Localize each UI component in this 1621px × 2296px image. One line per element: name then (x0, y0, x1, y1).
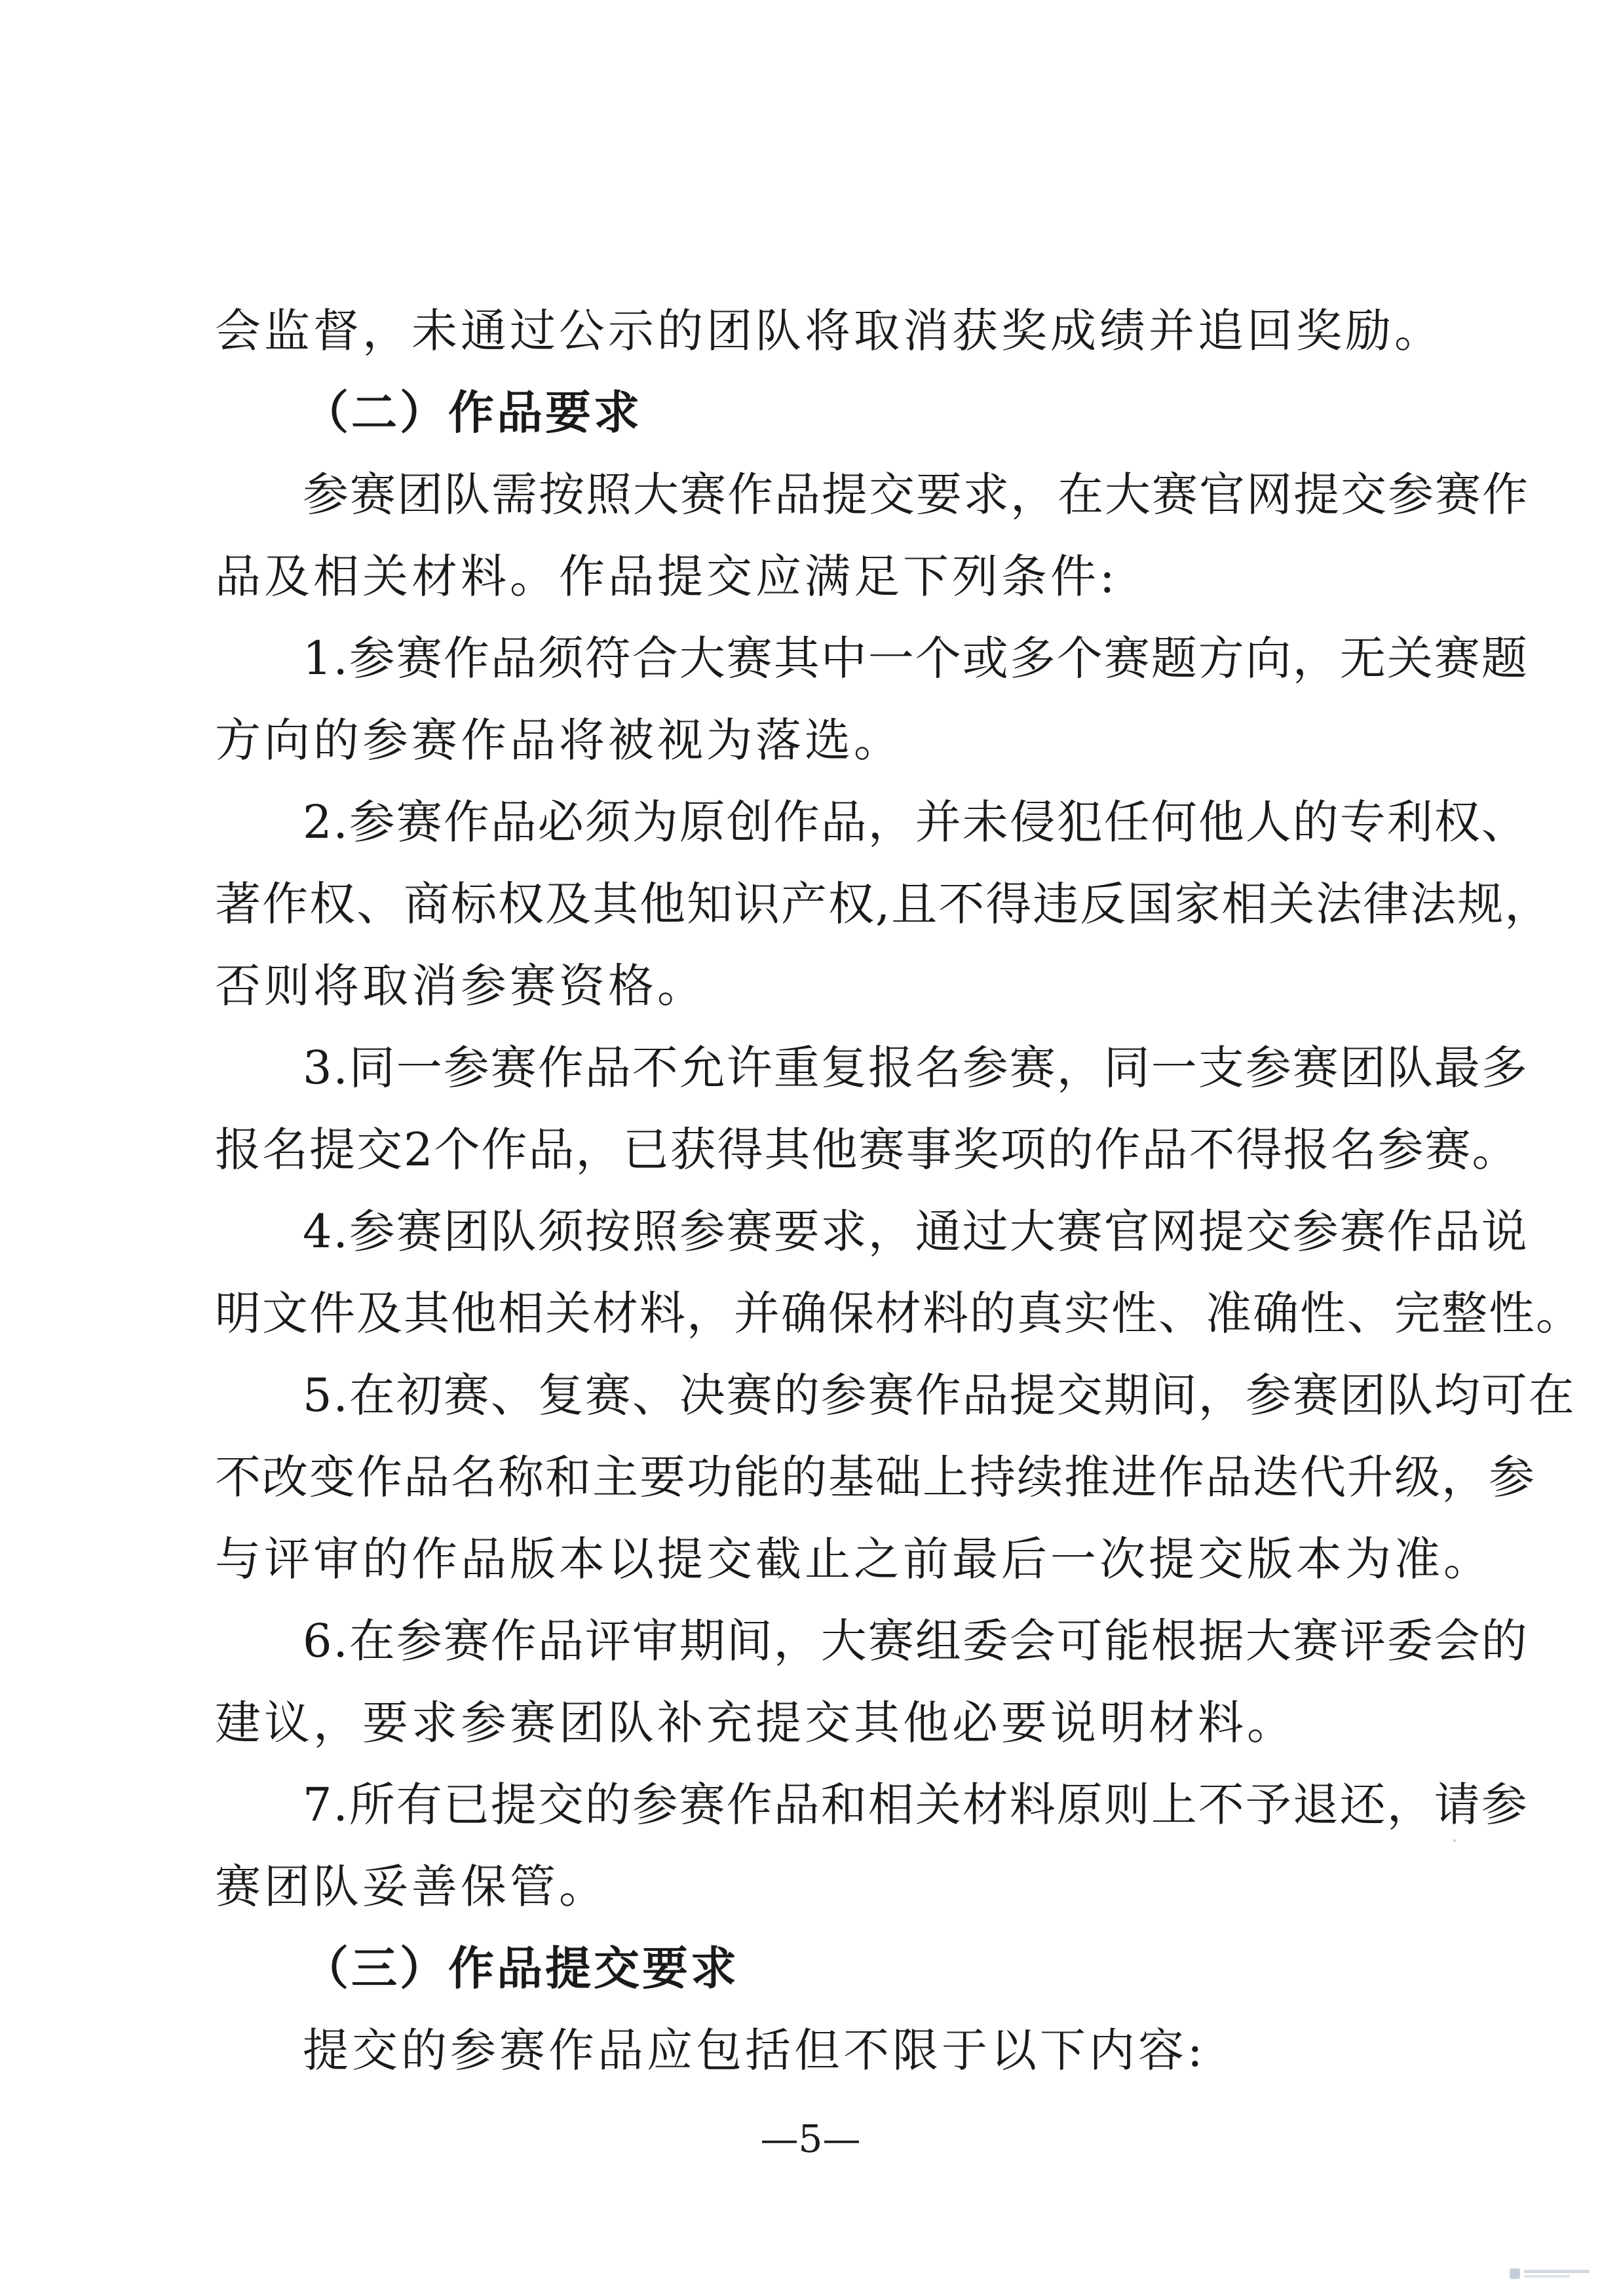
text-line-8: 著作权、商标权及其他知识产权,且不得违反国家相关法律法规， (215, 877, 1552, 931)
text-line-20: 赛团队妥善保管。 (215, 1860, 608, 1913)
text-line-1: 会监督，未通过公示的团队将取消获奖成绩并追回奖励。 (215, 304, 1443, 358)
text-line-18: 建议，要求参赛团队补充提交其他必要说明材料。 (215, 1696, 1296, 1750)
scan-speck (1453, 1839, 1456, 1842)
text-line-22: 提交的参赛作品应包括但不限于以下内容: (303, 2023, 1206, 2077)
text-line-9: 否则将取消参赛资格。 (215, 959, 706, 1013)
page-number: —5— (760, 2117, 861, 2161)
text-line-17: 6.在参赛作品评审期间，大赛组委会可能根据大赛评委会的 (303, 1614, 1529, 1668)
text-line-7: 2.参赛作品必须为原创作品，并未侵犯任何他人的专利权、 (303, 795, 1529, 849)
text-line-5: 1.参赛作品须符合大赛其中一个或多个赛题方向，无关赛题 (303, 631, 1529, 685)
text-line-3: 参赛团队需按照大赛作品提交要求，在大赛官网提交参赛作 (303, 468, 1529, 521)
text-line-14: 5.在初赛、复赛、决赛的参赛作品提交期间，参赛团队均可在 (303, 1368, 1576, 1422)
text-line-11: 报名提交2个作品，已获得其他赛事奖项的作品不得报名参赛。 (215, 1123, 1519, 1176)
text-line-6: 方向的参赛作品将被视为落选。 (215, 713, 903, 767)
watermark-icon (1510, 2266, 1595, 2282)
text-line-15: 不改变作品名称和主要功能的基础上持续推进作品迭代升级，参 (215, 1450, 1536, 1504)
text-line-12: 4.参赛团队须按照参赛要求，通过大赛官网提交参赛作品说 (303, 1205, 1529, 1258)
section-heading-2: （二）作品要求 (303, 386, 642, 440)
section-heading-21: （三）作品提交要求 (303, 1942, 739, 1995)
text-line-4: 品及相关材料。作品提交应满足下列条件: (215, 550, 1118, 603)
text-line-13: 明文件及其他相关材料，并确保材料的真实性、准确性、完整性。 (215, 1287, 1583, 1340)
text-line-19: 7.所有已提交的参赛作品和相关材料原则上不予退还，请参 (303, 1778, 1529, 1832)
text-line-10: 3.同一参赛作品不允许重复报名参赛，同一支参赛团队最多 (303, 1041, 1529, 1095)
text-line-16: 与评审的作品版本以提交截止之前最后一次提交版本为准。 (215, 1532, 1493, 1586)
watermark-logo (1510, 2266, 1595, 2282)
